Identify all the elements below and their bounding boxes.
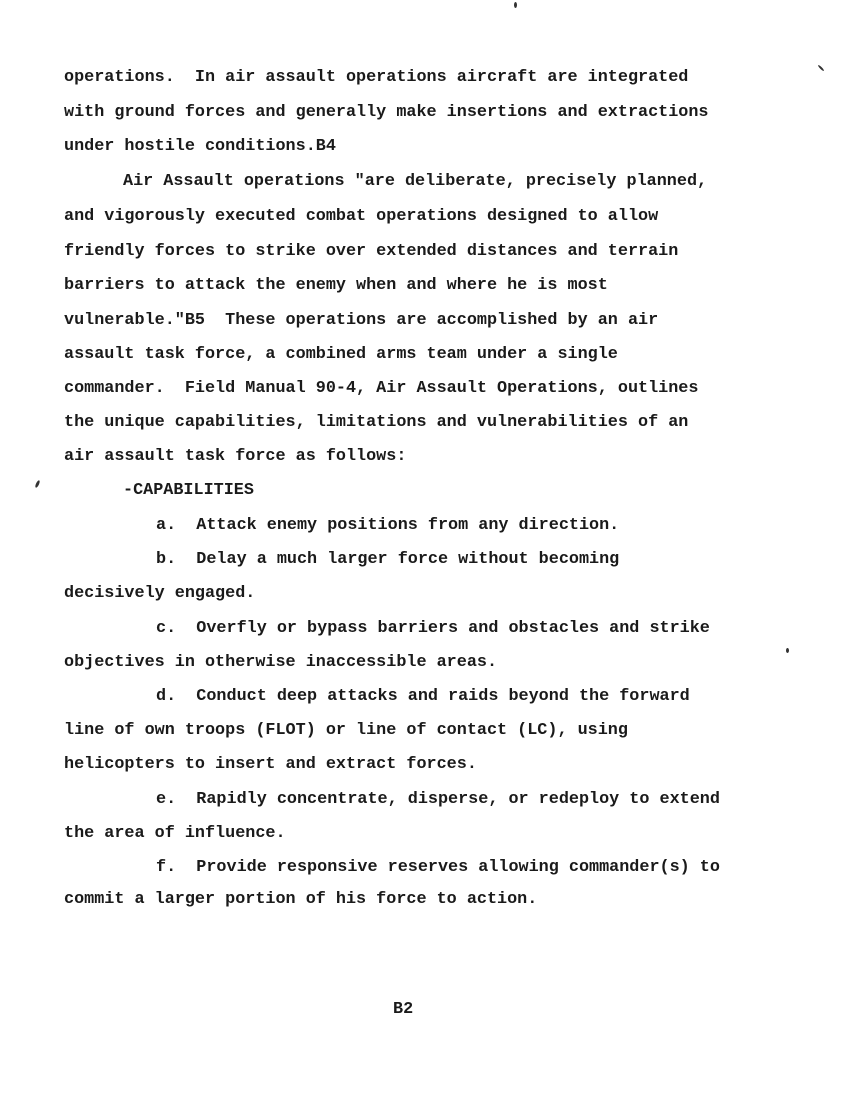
- text-line: barriers to attack the enemy when and where he is most: [64, 276, 608, 295]
- text-line: vulnerable."B5 These operations are accomplished by an air: [64, 311, 659, 330]
- text-line: objectives in otherwise inaccessible areas.: [64, 653, 498, 672]
- text-line: the unique capabilities, limitations and vulnerabilities of an: [64, 413, 689, 432]
- text-line: under hostile conditions.B4: [64, 137, 336, 156]
- scan-mark: [34, 480, 40, 489]
- text-line: the area of influence.: [64, 824, 286, 843]
- text-line: decisively engaged.: [64, 584, 256, 603]
- text-line: commit a larger portion of his force to action.: [64, 890, 538, 909]
- section-heading: -CAPABILITIES: [123, 481, 254, 500]
- text-line: assault task force, a combined arms team under a single: [64, 345, 618, 364]
- text-line: helicopters to insert and extract forces.: [64, 755, 477, 774]
- text-line: with ground forces and generally make insertions and extractions: [64, 103, 709, 122]
- text-line: commander. Field Manual 90-4, Air Assault Operations, outlines: [64, 379, 699, 398]
- text-line: air assault task force as follows:: [64, 447, 407, 466]
- text-line: friendly forces to strike over extended distances and terrain: [64, 242, 679, 261]
- list-item: b. Delay a much larger force without becoming: [156, 550, 620, 569]
- page-number: B2: [393, 1000, 414, 1019]
- list-item: c. Overfly or bypass barriers and obstacles and strike: [156, 619, 710, 638]
- scan-speck: [514, 2, 517, 8]
- list-item: f. Provide responsive reserves allowing commander(s) to: [156, 858, 720, 877]
- list-item: e. Rapidly concentrate, disperse, or redeploy to extend: [156, 790, 720, 809]
- text-line: operations. In air assault operations aircraft are integrated: [64, 68, 689, 87]
- list-item: a. Attack enemy positions from any direction.: [156, 516, 620, 535]
- scan-mark: [817, 64, 824, 71]
- text-line: and vigorously executed combat operations designed to allow: [64, 207, 659, 226]
- text-line: Air Assault operations "are deliberate, precisely planned,: [123, 172, 708, 191]
- scan-speck: [786, 648, 789, 653]
- list-item: d. Conduct deep attacks and raids beyond the forward: [156, 687, 690, 706]
- text-line: line of own troops (FLOT) or line of contact (LC), using: [64, 721, 628, 740]
